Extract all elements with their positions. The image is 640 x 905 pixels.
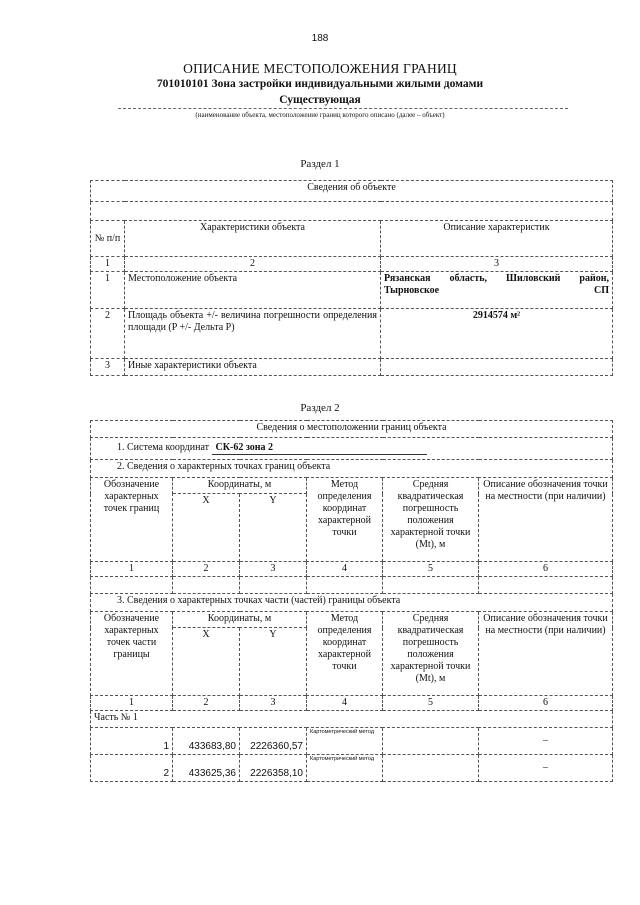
header-error: Средняя квадратическая погрешность положения характерной точки (Mt), м <box>383 612 479 696</box>
point-x: 433683,80 <box>173 728 240 755</box>
index-cell: 3 <box>240 696 307 711</box>
point-method: Картометрический метод <box>307 755 383 782</box>
index-cell: 3 <box>381 257 613 272</box>
header-description: Описание обозначения точки на местности (при наличии) <box>479 478 613 562</box>
row-description: 2914574 м² <box>381 309 613 359</box>
header-coords: Координаты, м <box>173 612 307 628</box>
point-x: 433625,36 <box>173 755 240 782</box>
object-name: 701010101 Зона застройки индивидуальными жилыми домами <box>156 78 484 90</box>
coord-system-value: СК-62 зона 2 <box>215 442 274 453</box>
point-description: – <box>479 755 613 782</box>
col-header-char: Характеристики объекта <box>125 221 381 257</box>
header-point-name: Обозначение характерных точек границ <box>91 478 173 562</box>
index-cell: 4 <box>307 562 383 577</box>
row-characteristic: Площадь объекта +/- величина погрешности определения площади (P +/- Дельта P) <box>125 309 381 359</box>
point-error <box>383 728 479 755</box>
index-cell: 2 <box>173 696 240 711</box>
table-title: Сведения о местоположении границ объекта <box>91 421 613 438</box>
header-x: X <box>173 494 240 562</box>
index-cell: 1 <box>91 696 173 711</box>
point-error <box>383 755 479 782</box>
underline <box>118 108 568 109</box>
index-cell: 6 <box>479 696 613 711</box>
table-row <box>91 728 613 755</box>
index-cell: 2 <box>173 562 240 577</box>
table-row <box>91 755 613 782</box>
index-cell: 1 <box>91 562 173 577</box>
row-characteristic: Иные характеристики объекта <box>125 359 381 376</box>
index-cell: 5 <box>383 562 479 577</box>
index-cell: 1 <box>91 257 125 272</box>
row-description: Рязанская область, Шиловский район, Тырновское СП <box>381 272 613 309</box>
point-y: 2226360,57 <box>240 728 307 755</box>
object-note: (наименование объекта, местоположение границ которого описано (далее – объект) <box>195 111 445 119</box>
header-x: X <box>173 628 240 696</box>
col-header-num: № п/п <box>91 221 125 257</box>
section2-title: Раздел 2 <box>300 402 340 414</box>
index-cell: 5 <box>383 696 479 711</box>
table-title: Сведения об объекте <box>91 181 613 202</box>
row-number: 1 <box>91 272 125 309</box>
table-row <box>91 272 613 309</box>
part-label: Часть № 1 <box>91 711 613 728</box>
point-description: – <box>479 728 613 755</box>
header-method: Метод определения координат характерной точки <box>307 478 383 562</box>
header-method: Метод определения координат характерной точки <box>307 612 383 696</box>
point-method: Картометрический метод <box>307 728 383 755</box>
object-status: Существующая <box>279 94 361 106</box>
point-number: 1 <box>91 728 173 755</box>
point-number: 2 <box>91 755 173 782</box>
object-info-table <box>90 180 613 376</box>
index-cell: 6 <box>479 562 613 577</box>
header-point-name: Обозначение характерных точек части границы <box>91 612 173 696</box>
header-y: Y <box>240 628 307 696</box>
row-description <box>381 359 613 376</box>
col-header-desc: Описание характеристик <box>381 221 613 257</box>
subsection-title: 3. Сведения о характерных точках части (частей) границы объекта <box>91 594 613 612</box>
header-description: Описание обозначения точки на местности (при наличии) <box>479 612 613 696</box>
row-number: 3 <box>91 359 125 376</box>
section1-title: Раздел 1 <box>300 158 340 170</box>
subsection-title: 2. Сведения о характерных точках границ объекта <box>91 460 613 478</box>
point-y: 2226358,10 <box>240 755 307 782</box>
table-row <box>91 359 613 376</box>
header-error: Средняя квадратическая погрешность положения характерной точки (Mt), м <box>383 478 479 562</box>
coord-system-row <box>91 438 613 460</box>
boundary-table <box>90 420 613 782</box>
page-number: 188 <box>311 33 329 44</box>
coord-system-label: 1. Система координат <box>117 442 210 453</box>
index-cell: 3 <box>240 562 307 577</box>
row-characteristic: Местоположение объекта <box>125 272 381 309</box>
index-cell: 4 <box>307 696 383 711</box>
row-number: 2 <box>91 309 125 359</box>
index-cell: 2 <box>125 257 381 272</box>
document-title: ОПИСАНИЕ МЕСТОПОЛОЖЕНИЯ ГРАНИЦ <box>183 61 457 76</box>
header-coords: Координаты, м <box>173 478 307 494</box>
table-row <box>91 309 613 359</box>
header-y: Y <box>240 494 307 562</box>
